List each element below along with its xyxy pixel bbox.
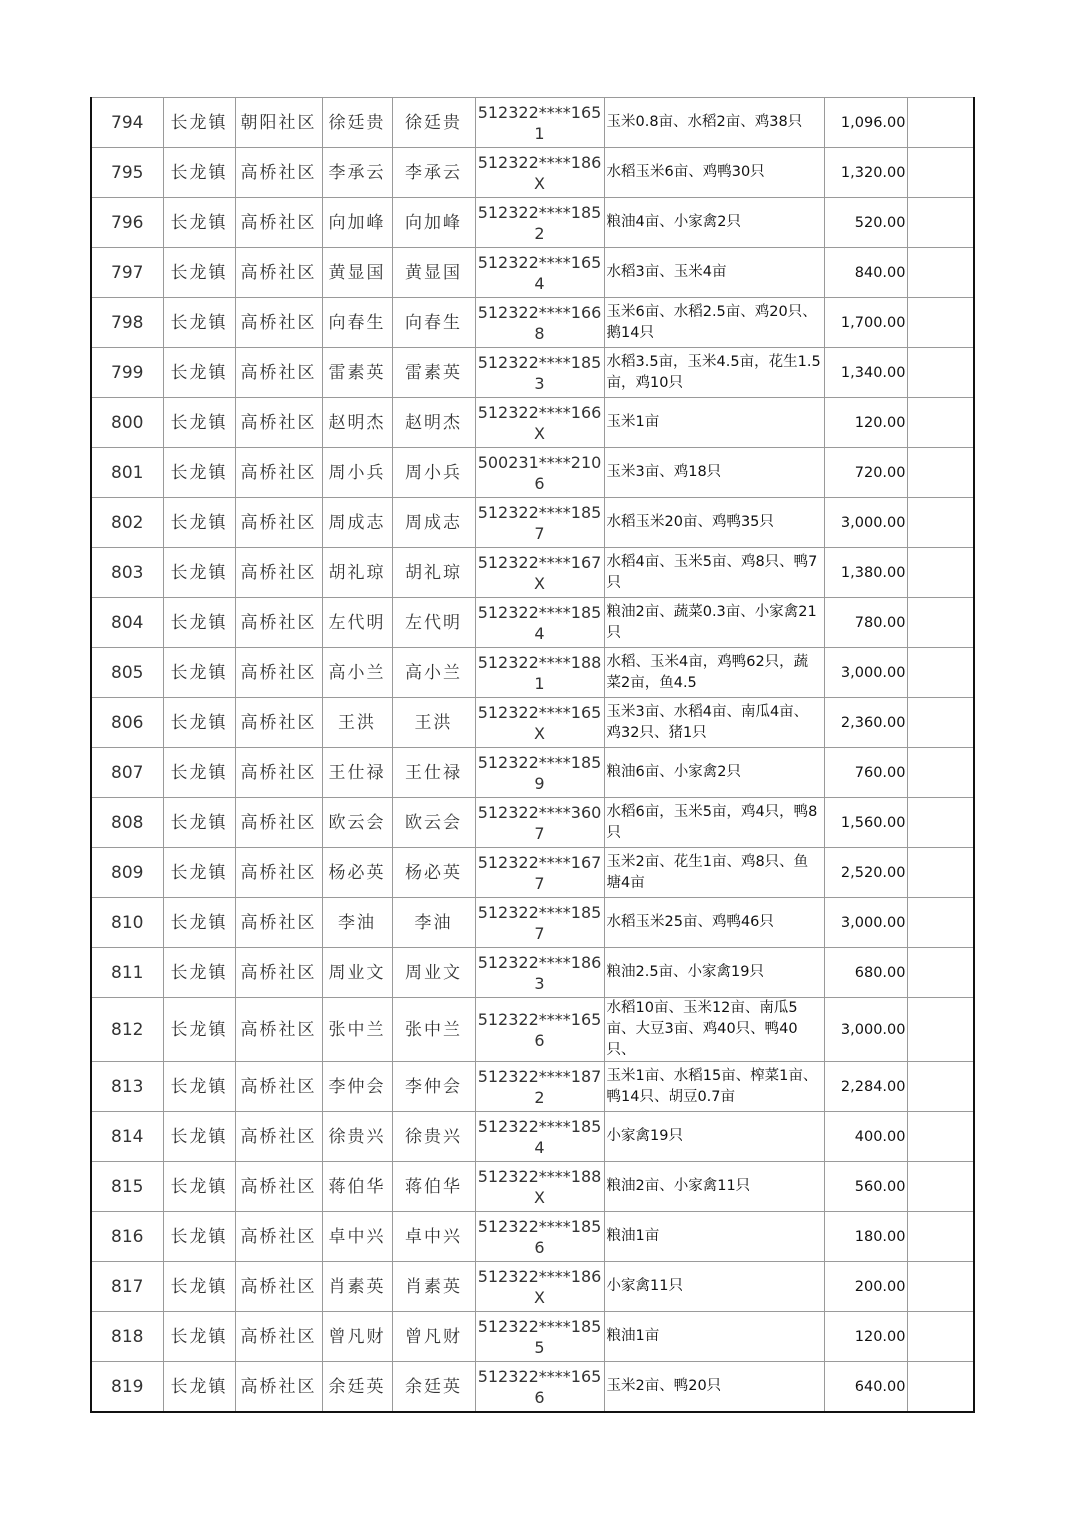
items-cell: 玉米2亩、花生1亩、鸡8只、鱼塘4亩 [604,848,824,898]
household-name-cell: 周成志 [322,498,392,548]
amount-cell: 780.00 [824,598,907,648]
items-cell: 粮油4亩、小家禽2只 [604,198,824,248]
amount-cell: 180.00 [824,1212,907,1262]
id-number-cell: 512322****1852 [475,198,604,248]
id-number-cell: 512322****1857 [475,898,604,948]
table-row [91,348,974,398]
id-number-cell: 512322****186X [475,1262,604,1312]
community-cell: 高桥社区 [235,648,322,698]
town-cell: 长龙镇 [163,148,235,198]
serial-number-cell: 799 [91,348,163,398]
serial-number-cell: 811 [91,948,163,998]
town-cell: 长龙镇 [163,448,235,498]
household-name-cell: 胡礼琼 [322,548,392,598]
remarks-cell [907,548,974,598]
items-cell: 水稻10亩、玉米12亩、南瓜5亩、大豆3亩、鸡40只、鸭40只、 [604,998,824,1062]
remarks-cell [907,948,974,998]
amount-cell: 120.00 [824,1312,907,1362]
remarks-cell [907,498,974,548]
town-cell: 长龙镇 [163,248,235,298]
town-cell: 长龙镇 [163,1162,235,1212]
serial-number-cell: 808 [91,798,163,848]
items-cell: 粮油6亩、小家禽2只 [604,748,824,798]
amount-cell: 1,380.00 [824,548,907,598]
items-cell: 玉米1亩 [604,398,824,448]
amount-cell: 3,000.00 [824,498,907,548]
town-cell: 长龙镇 [163,1262,235,1312]
items-cell: 水稻6亩，玉米5亩，鸡4只，鸭8只 [604,798,824,848]
community-cell: 高桥社区 [235,1112,322,1162]
id-number-cell: 512322****1881 [475,648,604,698]
payee-name-cell: 张中兰 [392,998,475,1062]
community-cell: 高桥社区 [235,148,322,198]
table-row [91,1162,974,1212]
table-row [91,698,974,748]
table-row [91,648,974,698]
serial-number-cell: 798 [91,298,163,348]
town-cell: 长龙镇 [163,948,235,998]
payee-name-cell: 王洪 [392,698,475,748]
household-name-cell: 王仕禄 [322,748,392,798]
id-number-cell: 512322****165X [475,698,604,748]
serial-number-cell: 813 [91,1062,163,1112]
payee-name-cell: 曾凡财 [392,1312,475,1362]
remarks-cell [907,748,974,798]
town-cell: 长龙镇 [163,348,235,398]
id-number-cell: 512322****1859 [475,748,604,798]
subsidy-table [90,97,975,1413]
table-row [91,498,974,548]
town-cell: 长龙镇 [163,98,235,148]
town-cell: 长龙镇 [163,998,235,1062]
community-cell: 高桥社区 [235,798,322,848]
household-name-cell: 向加峰 [322,198,392,248]
items-cell: 水稻、玉米4亩，鸡鸭62只，蔬菜2亩，鱼4.5 [604,648,824,698]
table-row [91,548,974,598]
community-cell: 高桥社区 [235,1162,322,1212]
town-cell: 长龙镇 [163,548,235,598]
serial-number-cell: 795 [91,148,163,198]
remarks-cell [907,398,974,448]
community-cell: 高桥社区 [235,498,322,548]
table-row [91,398,974,448]
community-cell: 高桥社区 [235,448,322,498]
amount-cell: 760.00 [824,748,907,798]
serial-number-cell: 815 [91,1162,163,1212]
payee-name-cell: 向加峰 [392,198,475,248]
id-number-cell: 512322****188X [475,1162,604,1212]
community-cell: 高桥社区 [235,848,322,898]
household-name-cell: 肖素英 [322,1262,392,1312]
id-number-cell: 512322****1654 [475,248,604,298]
amount-cell: 1,320.00 [824,148,907,198]
serial-number-cell: 816 [91,1212,163,1262]
items-cell: 水稻玉米6亩、鸡鸭30只 [604,148,824,198]
payee-name-cell: 卓中兴 [392,1212,475,1262]
serial-number-cell: 796 [91,198,163,248]
amount-cell: 840.00 [824,248,907,298]
serial-number-cell: 810 [91,898,163,948]
items-cell: 水稻玉米20亩、鸡鸭35只 [604,498,824,548]
items-cell: 水稻3亩、玉米4亩 [604,248,824,298]
remarks-cell [907,798,974,848]
items-cell: 水稻3.5亩，玉米4.5亩，花生1.5亩，鸡10只 [604,348,824,398]
amount-cell: 3,000.00 [824,648,907,698]
household-name-cell: 曾凡财 [322,1312,392,1362]
community-cell: 高桥社区 [235,1212,322,1262]
household-name-cell: 赵明杰 [322,398,392,448]
amount-cell: 640.00 [824,1362,907,1413]
items-cell: 玉米3亩、水稻4亩、南瓜4亩、鸡32只、猪1只 [604,698,824,748]
remarks-cell [907,698,974,748]
household-name-cell: 王洪 [322,698,392,748]
table-row [91,1062,974,1112]
community-cell: 高桥社区 [235,198,322,248]
household-name-cell: 高小兰 [322,648,392,698]
id-number-cell: 512322****1863 [475,948,604,998]
serial-number-cell: 794 [91,98,163,148]
amount-cell: 120.00 [824,398,907,448]
community-cell: 高桥社区 [235,298,322,348]
items-cell: 粮油2亩、蔬菜0.3亩、小家禽21只 [604,598,824,648]
payee-name-cell: 雷素英 [392,348,475,398]
household-name-cell: 周业文 [322,948,392,998]
town-cell: 长龙镇 [163,398,235,448]
town-cell: 长龙镇 [163,598,235,648]
household-name-cell: 徐贵兴 [322,1112,392,1162]
town-cell: 长龙镇 [163,1212,235,1262]
table-row [91,798,974,848]
table-row [91,898,974,948]
amount-cell: 1,700.00 [824,298,907,348]
remarks-cell [907,148,974,198]
payee-name-cell: 向春生 [392,298,475,348]
remarks-cell [907,348,974,398]
remarks-cell [907,1162,974,1212]
table-row [91,248,974,298]
payee-name-cell: 胡礼琼 [392,548,475,598]
id-number-cell: 512322****3607 [475,798,604,848]
id-number-cell: 512322****1656 [475,998,604,1062]
items-cell: 粮油1亩 [604,1312,824,1362]
table-row [91,848,974,898]
amount-cell: 200.00 [824,1262,907,1312]
amount-cell: 2,360.00 [824,698,907,748]
id-number-cell: 512322****1854 [475,1112,604,1162]
household-name-cell: 李油 [322,898,392,948]
community-cell: 高桥社区 [235,748,322,798]
payee-name-cell: 周成志 [392,498,475,548]
household-name-cell: 徐廷贵 [322,98,392,148]
community-cell: 高桥社区 [235,998,322,1062]
items-cell: 玉米1亩、水稻15亩、榨菜1亩、鸭14只、胡豆0.7亩 [604,1062,824,1112]
payee-name-cell: 王仕禄 [392,748,475,798]
town-cell: 长龙镇 [163,898,235,948]
payee-name-cell: 黄显国 [392,248,475,298]
remarks-cell [907,1212,974,1262]
items-cell: 小家禽11只 [604,1262,824,1312]
amount-cell: 3,000.00 [824,898,907,948]
id-number-cell: 512322****166X [475,398,604,448]
payee-name-cell: 徐廷贵 [392,98,475,148]
id-number-cell: 512322****1853 [475,348,604,398]
town-cell: 长龙镇 [163,698,235,748]
remarks-cell [907,1312,974,1362]
remarks-cell [907,648,974,698]
payee-name-cell: 赵明杰 [392,398,475,448]
id-number-cell: 512322****1856 [475,1212,604,1262]
serial-number-cell: 819 [91,1362,163,1413]
household-name-cell: 周小兵 [322,448,392,498]
serial-number-cell: 803 [91,548,163,598]
town-cell: 长龙镇 [163,1312,235,1362]
payee-name-cell: 蒋伯华 [392,1162,475,1212]
id-number-cell: 512322****1857 [475,498,604,548]
community-cell: 高桥社区 [235,598,322,648]
table-row [91,1312,974,1362]
table-row [91,98,974,148]
items-cell: 水稻4亩、玉米5亩、鸡8只、鸭7只 [604,548,824,598]
payee-name-cell: 周小兵 [392,448,475,498]
serial-number-cell: 800 [91,398,163,448]
amount-cell: 400.00 [824,1112,907,1162]
items-cell: 粮油2.5亩、小家禽19只 [604,948,824,998]
household-name-cell: 向春生 [322,298,392,348]
town-cell: 长龙镇 [163,1362,235,1413]
remarks-cell [907,998,974,1062]
remarks-cell [907,598,974,648]
payee-name-cell: 杨必英 [392,848,475,898]
table-row [91,748,974,798]
id-number-cell: 512322****1651 [475,98,604,148]
community-cell: 高桥社区 [235,1262,322,1312]
table-row [91,148,974,198]
id-number-cell: 512322****1854 [475,598,604,648]
town-cell: 长龙镇 [163,498,235,548]
community-cell: 高桥社区 [235,398,322,448]
household-name-cell: 左代明 [322,598,392,648]
serial-number-cell: 802 [91,498,163,548]
table-row [91,1112,974,1162]
serial-number-cell: 797 [91,248,163,298]
table-row [91,1262,974,1312]
amount-cell: 3,000.00 [824,998,907,1062]
payee-name-cell: 李承云 [392,148,475,198]
community-cell: 高桥社区 [235,348,322,398]
table-row [91,948,974,998]
town-cell: 长龙镇 [163,748,235,798]
items-cell: 玉米3亩、鸡18只 [604,448,824,498]
items-cell: 粮油1亩 [604,1212,824,1262]
amount-cell: 1,340.00 [824,348,907,398]
community-cell: 高桥社区 [235,1062,322,1112]
id-number-cell: 512322****1668 [475,298,604,348]
id-number-cell: 512322****167X [475,548,604,598]
town-cell: 长龙镇 [163,298,235,348]
amount-cell: 720.00 [824,448,907,498]
payee-name-cell: 李仲会 [392,1062,475,1112]
id-number-cell: 512322****186X [475,148,604,198]
community-cell: 朝阳社区 [235,98,322,148]
remarks-cell [907,1112,974,1162]
community-cell: 高桥社区 [235,1362,322,1413]
remarks-cell [907,898,974,948]
items-cell: 玉米6亩、水稻2.5亩、鸡20只、鹅14只 [604,298,824,348]
amount-cell: 2,284.00 [824,1062,907,1112]
household-name-cell: 杨必英 [322,848,392,898]
items-cell: 玉米2亩、鸭20只 [604,1362,824,1413]
id-number-cell: 512322****1656 [475,1362,604,1413]
community-cell: 高桥社区 [235,1312,322,1362]
community-cell: 高桥社区 [235,548,322,598]
serial-number-cell: 807 [91,748,163,798]
payee-name-cell: 余廷英 [392,1362,475,1413]
town-cell: 长龙镇 [163,1062,235,1112]
household-name-cell: 李仲会 [322,1062,392,1112]
serial-number-cell: 806 [91,698,163,748]
payee-name-cell: 左代明 [392,598,475,648]
household-name-cell: 卓中兴 [322,1212,392,1262]
serial-number-cell: 812 [91,998,163,1062]
community-cell: 高桥社区 [235,898,322,948]
household-name-cell: 张中兰 [322,998,392,1062]
table-row [91,1212,974,1262]
payee-name-cell: 周业文 [392,948,475,998]
remarks-cell [907,198,974,248]
household-name-cell: 余廷英 [322,1362,392,1413]
items-cell: 粮油2亩、小家禽11只 [604,1162,824,1212]
id-number-cell: 512322****1855 [475,1312,604,1362]
serial-number-cell: 814 [91,1112,163,1162]
household-name-cell: 欧云会 [322,798,392,848]
community-cell: 高桥社区 [235,248,322,298]
serial-number-cell: 817 [91,1262,163,1312]
household-name-cell: 雷素英 [322,348,392,398]
table-row [91,298,974,348]
community-cell: 高桥社区 [235,948,322,998]
items-cell: 玉米0.8亩、水稻2亩、鸡38只 [604,98,824,148]
serial-number-cell: 804 [91,598,163,648]
payee-name-cell: 李油 [392,898,475,948]
amount-cell: 520.00 [824,198,907,248]
table-row [91,448,974,498]
remarks-cell [907,848,974,898]
id-number-cell: 500231****2106 [475,448,604,498]
serial-number-cell: 801 [91,448,163,498]
amount-cell: 560.00 [824,1162,907,1212]
remarks-cell [907,1062,974,1112]
household-name-cell: 蒋伯华 [322,1162,392,1212]
serial-number-cell: 809 [91,848,163,898]
remarks-cell [907,248,974,298]
remarks-cell [907,448,974,498]
remarks-cell [907,98,974,148]
table-row [91,998,974,1062]
amount-cell: 680.00 [824,948,907,998]
town-cell: 长龙镇 [163,848,235,898]
town-cell: 长龙镇 [163,198,235,248]
table-body [91,98,974,1413]
amount-cell: 1,560.00 [824,798,907,848]
payee-name-cell: 欧云会 [392,798,475,848]
items-cell: 小家禽19只 [604,1112,824,1162]
table-row [91,598,974,648]
remarks-cell [907,1262,974,1312]
community-cell: 高桥社区 [235,698,322,748]
id-number-cell: 512322****1872 [475,1062,604,1112]
items-cell: 水稻玉米25亩、鸡鸭46只 [604,898,824,948]
serial-number-cell: 805 [91,648,163,698]
remarks-cell [907,1362,974,1413]
remarks-cell [907,298,974,348]
town-cell: 长龙镇 [163,1112,235,1162]
id-number-cell: 512322****1677 [475,848,604,898]
town-cell: 长龙镇 [163,648,235,698]
payee-name-cell: 高小兰 [392,648,475,698]
payee-name-cell: 肖素英 [392,1262,475,1312]
amount-cell: 2,520.00 [824,848,907,898]
household-name-cell: 李承云 [322,148,392,198]
household-name-cell: 黄显国 [322,248,392,298]
town-cell: 长龙镇 [163,798,235,848]
table-row [91,1362,974,1413]
amount-cell: 1,096.00 [824,98,907,148]
serial-number-cell: 818 [91,1312,163,1362]
payee-name-cell: 徐贵兴 [392,1112,475,1162]
table-row [91,198,974,248]
